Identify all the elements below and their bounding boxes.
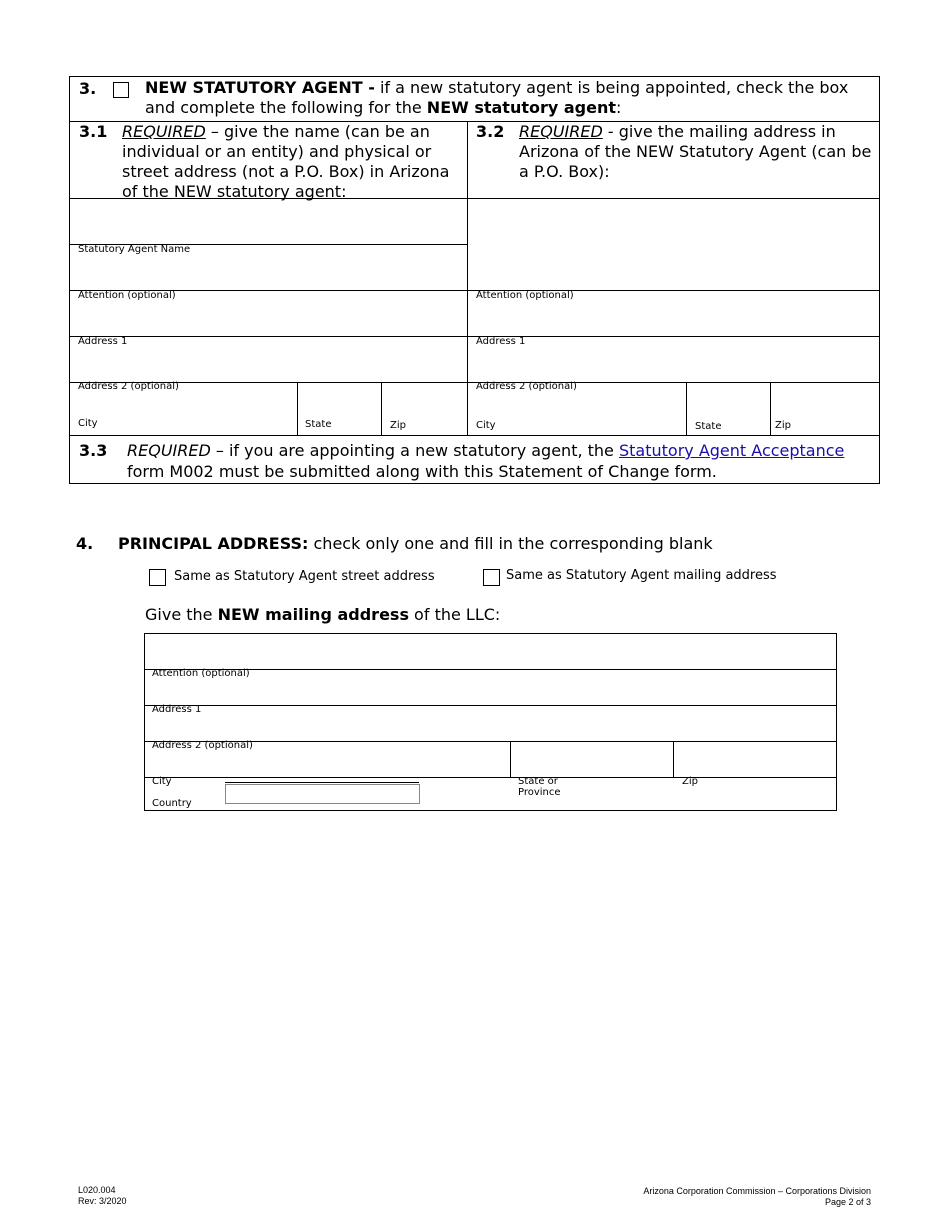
- address2-input-left[interactable]: [70, 337, 467, 382]
- section-3-3-number: 3.3: [79, 441, 108, 460]
- address1-label-left: Address 1: [78, 336, 128, 347]
- give-pre: Give the: [145, 605, 218, 624]
- s32-line2: Arizona of the NEW Statutory Agent (can be: [519, 142, 872, 161]
- address1-label-right: Address 1: [476, 336, 526, 347]
- required-label: REQUIRED: [122, 122, 206, 141]
- s33-text2: form M002 must be submitted along with this Statement of Change form.: [127, 462, 717, 481]
- address2-label-left: Address 2 (optional): [78, 381, 179, 392]
- section-4-heading-text: check only one and fill in the corresponding blank: [308, 534, 713, 553]
- required-label: REQUIRED: [127, 441, 211, 460]
- state-label-right: State: [695, 421, 722, 432]
- same-as-street-label: Same as Statutory Agent street address: [174, 569, 435, 584]
- country-input[interactable]: [225, 784, 420, 804]
- mailing-zip-label: Zip: [682, 776, 698, 787]
- mailing-country-label: Country: [152, 798, 192, 809]
- section-3-3-text: [127, 441, 844, 482]
- s33-text1: – if you are appointing a new statutory agent, the: [210, 441, 619, 460]
- mailing-attention-label: Attention (optional): [152, 668, 250, 679]
- divider: [225, 782, 419, 783]
- give-bold: NEW mailing address: [217, 605, 409, 624]
- s31-line1: – give the name (can be an: [205, 122, 430, 141]
- s31-line4: of the NEW statutory agent:: [122, 182, 347, 201]
- agency-name: Arizona Corporation Commission – Corporations Division: [643, 1186, 871, 1196]
- s31-line3: street address (not a P.O. Box) in Arizona: [122, 162, 450, 181]
- mailing-address2-label: Address 2 (optional): [152, 740, 253, 751]
- heading-line2-post: :: [616, 98, 622, 117]
- mailing-attention-input[interactable]: [145, 634, 836, 669]
- mailing-province-label: Province: [518, 787, 561, 798]
- mailing-address1-label: Address 1: [152, 704, 202, 715]
- section-3-heading-line2: [145, 98, 621, 118]
- divider: [70, 435, 879, 436]
- section-4-number: 4.: [76, 534, 94, 553]
- mailing-address2-input[interactable]: [145, 706, 836, 741]
- required-label: REQUIRED: [519, 122, 603, 141]
- new-agent-checkbox[interactable]: [113, 82, 129, 98]
- heading-line2-bold: NEW statutory agent: [426, 98, 617, 117]
- city-label-left: City: [78, 418, 98, 429]
- same-as-mailing-checkbox[interactable]: [483, 569, 500, 586]
- divider: [145, 777, 836, 778]
- agent-name-label: Statutory Agent Name: [78, 244, 191, 255]
- mailing-state-label: State or: [518, 776, 558, 787]
- section-3-number: 3.: [79, 79, 97, 98]
- section-3-2-number: 3.2: [476, 122, 505, 141]
- section-3-heading-text: if a new statutory agent is being appointed, check the box: [374, 78, 849, 97]
- state-label-left: State: [305, 419, 332, 430]
- give-post: of the LLC:: [408, 605, 501, 624]
- mailing-address-box: [144, 633, 837, 811]
- city-label-right: City: [476, 420, 496, 431]
- s32-line3: a P.O. Box):: [519, 162, 610, 181]
- section-3-box: [69, 76, 880, 484]
- zip-label-left: Zip: [390, 420, 406, 431]
- mailing-zip-input[interactable]: [674, 742, 836, 777]
- agent-name-input-left[interactable]: [70, 199, 467, 244]
- section-3-2-text: [519, 122, 874, 182]
- heading-line2-pre: and complete the following for the: [145, 98, 427, 117]
- s31-line2: individual or an entity) and physical or: [122, 142, 432, 161]
- section-3-heading: [145, 78, 848, 98]
- zip-label-right: Zip: [775, 420, 791, 431]
- form-code: L020.004: [78, 1185, 116, 1195]
- mailing-city-label: City: [152, 776, 172, 787]
- statutory-agent-acceptance-link[interactable]: Statutory Agent Acceptance: [618, 441, 845, 460]
- section-4-heading: [118, 534, 713, 554]
- attention-label-left: Attention (optional): [78, 290, 176, 301]
- section-3-1-text: [122, 122, 467, 202]
- address2-label-right: Address 2 (optional): [476, 381, 577, 392]
- same-as-street-checkbox[interactable]: [149, 569, 166, 586]
- same-as-mailing-label: Same as Statutory Agent mailing address: [506, 568, 777, 583]
- mailing-state-input[interactable]: [511, 742, 673, 777]
- s32-line1: - give the mailing address in: [602, 122, 836, 141]
- attention-label-right: Attention (optional): [476, 290, 574, 301]
- page-number: Page 2 of 3: [824, 1197, 871, 1207]
- section-4-heading-bold: PRINCIPAL ADDRESS:: [118, 534, 309, 553]
- give-new-mailing-address: [145, 605, 500, 625]
- attention-input-right[interactable]: [468, 199, 879, 290]
- address2-input-right[interactable]: [468, 337, 879, 382]
- revision-date: Rev: 3/2020: [78, 1196, 127, 1206]
- section-3-1-number: 3.1: [79, 122, 108, 141]
- section-3-heading-bold: NEW STATUTORY AGENT -: [145, 78, 375, 97]
